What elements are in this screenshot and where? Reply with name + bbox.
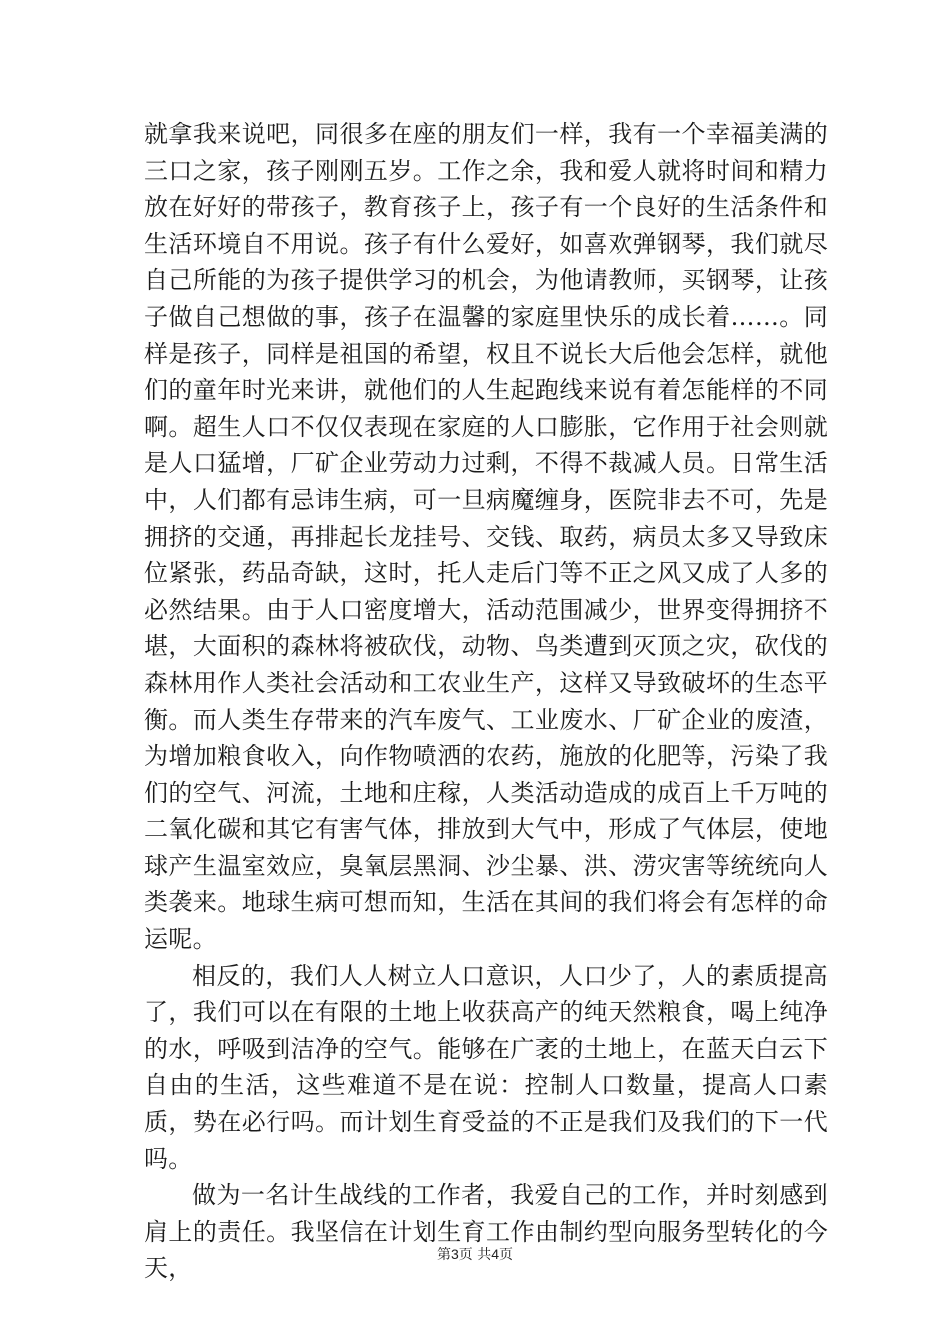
- footer-middle: 页 共: [458, 1247, 492, 1263]
- document-body: [144, 116, 828, 1287]
- footer-current-page: 3: [450, 1246, 459, 1262]
- footer-suffix: 页: [499, 1247, 514, 1263]
- footer-total-pages: 4: [491, 1246, 500, 1262]
- page-footer: [0, 1244, 950, 1264]
- paragraph-3: 做为一名计生战线的工作者，我爱自己的工作，并时刻感到肩上的责任。我坚信在计划生育工作由制约型向服务型转化的今天，: [144, 1181, 828, 1283]
- paragraph-1: 就拿我来说吧，同很多在座的朋友们一样，我有一个幸福美满的三口之家，孩子刚刚五岁。工作之余，我和爱人就将时间和精力放在好好的带孩子，教育孩子上，孩子有一个良好的生活条件和生活环境自不用说。孩子有什么爱好，如喜欢弹钢琴，我们就尽自己所能的为孩子提供学习的机会，为他请教师，买钢琴，让孩子做自己想做的事，孩子在温馨的家庭里快乐的成长着……。同样是孩子，同样是祖国的希望，权且不说长大后他会怎样，就他们的童年时光来讲，就他们的人生起跑线来说有着怎能样的不同啊。超生人口不仅仅表现在家庭的人口膨胀，它作用于社会则就是人口猛增，厂矿企业劳动力过剩，不得不裁减人员。日常生活中，人们都有忌讳生病，可一旦病魔缠身，医院非去不可，先是拥挤的交通，再排起长龙挂号、交钱、取药，病员太多又导致床位紧张，药品奇缺，这时，托人走后门等不正之风又成了人多的必然结果。由于人口密度增大，活动范围减少，世界变得拥挤不堪，大面积的森林将被砍伐，动物、鸟类遭到灭顶之灾，砍伐的森林用作人类社会活动和工农业生产，这样又导致破坏的生态平衡。而人类生存带来的汽车废气、工业废水、厂矿企业的废渣，为增加粮食收入，向作物喷洒的农药，施放的化肥等，污染了我们的空气、河流，土地和庄稼，人类活动造成的成百上千万吨的二氧化碳和其它有害气体，排放到大气中，形成了气体层，使地球产生温室效应，臭氧层黑洞、沙尘暴、洪、涝灾害等统统向人类袭来。地球生病可想而知，生活在其间的我们将会有怎样的命运呢。: [144, 120, 828, 954]
- paragraph-2: 相反的，我们人人树立人口意识，人口少了，人的素质提高了，我们可以在有限的土地上收获高产的纯天然粮食，喝上纯净的水，呼吸到洁净的空气。能够在广袤的土地上，在蓝天白云下自由的生活，这些难道不是在说：控制人口数量，提高人口素质，势在必行吗。而计划生育受益的不正是我们及我们的下一代吗。: [144, 961, 828, 1173]
- footer-prefix: 第: [436, 1247, 451, 1263]
